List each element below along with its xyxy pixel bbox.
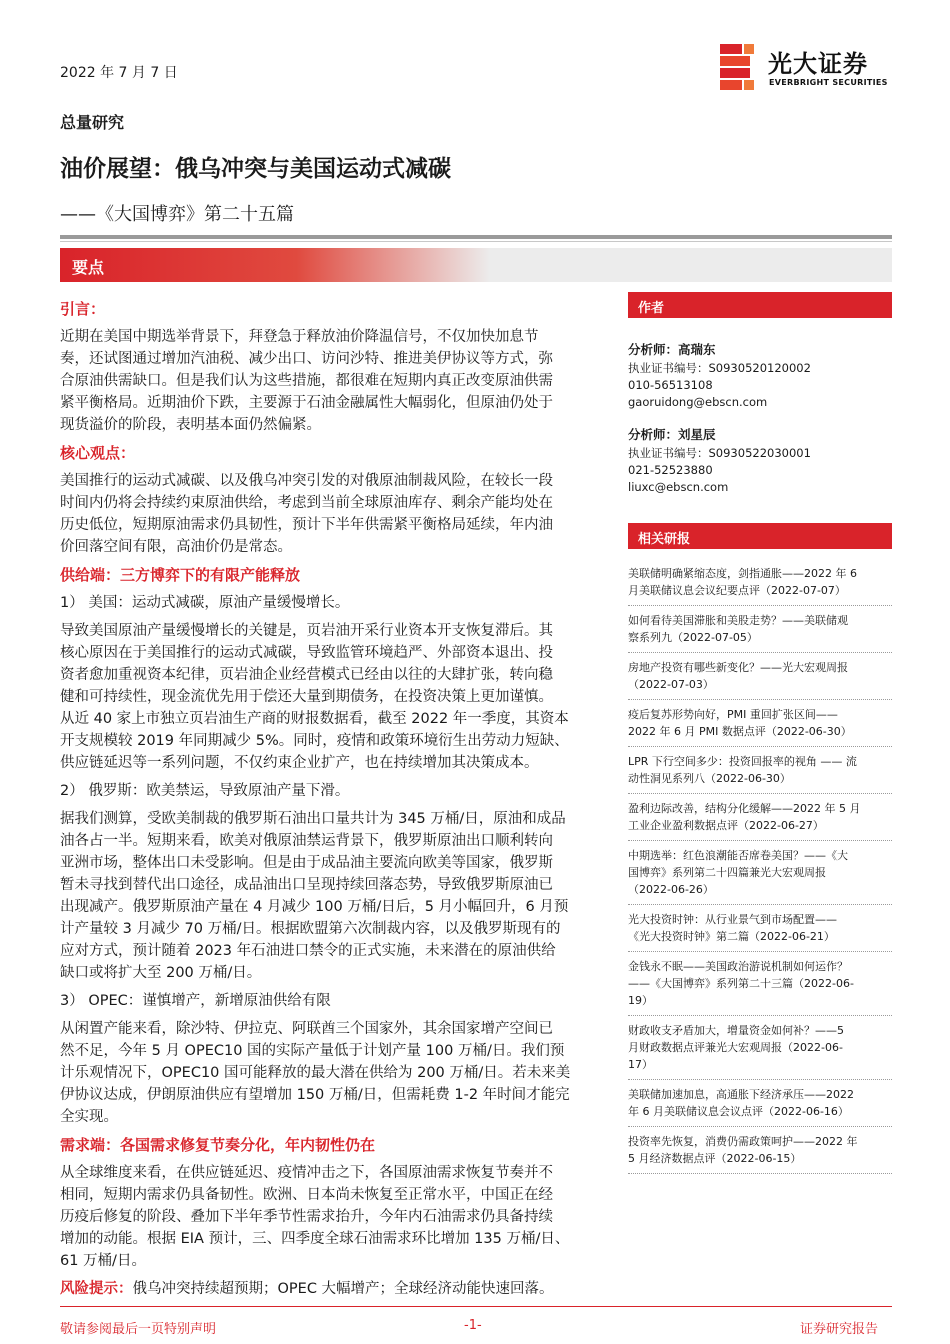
related-report-line: 《光大投资时钟》第二篇（2022-06-21）: [628, 930, 835, 943]
brand-name-cn: 光大证券: [768, 50, 868, 78]
paragraph-line: 亚洲市场，整体出口未受影响。但是由于成品油主要流向欧美等国家，俄罗斯: [60, 855, 553, 871]
author-name: 分析师：高瑞东: [628, 342, 716, 357]
paragraph-line: 现货溢价的阶段，表明基本面仍然偏紧。: [60, 417, 321, 433]
related-report-line: ——《大国博弈》系列第二十三篇（2022-06-: [628, 977, 854, 990]
paragraph-line: 健和可持续性，现金流优先用于偿还大量到期债务，在投资决策上更加谨慎。: [60, 689, 553, 705]
report-category: 总量研究: [60, 113, 125, 132]
keypoints-tag: [60, 248, 490, 282]
risk-line: [60, 1278, 608, 1300]
risk-text: 俄乌冲突持续超预期；OPEC 大幅增产；全球经济动能快速回落。: [132, 1281, 554, 1297]
related-report-item[interactable]: [628, 952, 892, 1016]
paragraph-line: 开支规模较 2019 年同期减少 5%。同时，疫情和政策环境衍生出劳动力短缺、: [60, 733, 569, 749]
paragraph-line: 暂未寻找到替代出口途径，成品油出口呈现持续回落态势，导致俄罗斯原油已: [60, 877, 553, 893]
related-report-line: 如何看待美国滞胀和美股走势？——美联储观: [628, 614, 848, 627]
related-report-item[interactable]: [628, 700, 892, 747]
related-report-line: 盈利边际改善，结构分化缓解——2022 年 5 月: [628, 802, 861, 815]
paragraph-line: 核心原因在于美国推行的运动式减碳，导致监管环境趋严、外部资本退出、投: [60, 645, 553, 661]
paragraph-line: 增加的动能。根据 EIA 预计，三、四季度全球石油需求环比增加 135 万桶/日、: [60, 1231, 570, 1247]
related-report-line: 月美联储议息会议纪要点评（2022-07-07）: [628, 584, 846, 597]
related-report-line: 察系列九（2022-07-05）: [628, 631, 758, 644]
header-divider-thin: [60, 241, 892, 242]
paragraph-line: 应对方式，预计随着 2023 年石油进口禁令的正式实施，未来潜在的原油供给: [60, 943, 556, 959]
related-report-line: 工业企业盈利数据点评（2022-06-27）: [628, 819, 824, 832]
related-report-line: 年 6 月美联储议息会议点评（2022-06-16）: [628, 1105, 849, 1118]
author-email[interactable]: gaoruidong@ebscn.com: [628, 395, 768, 409]
paragraph-line: 从全球维度来看，在供应链延迟、疫情冲击之下，各国原油需求恢复节奏并不: [60, 1165, 553, 1181]
us-paragraph: [60, 620, 608, 774]
related-report-item[interactable]: [628, 1080, 892, 1127]
footer-report-type: 证券研究报告: [800, 1322, 879, 1337]
paragraph-line: 从近 40 家上市独立页岩油生产商的财报数据看，截至 2022 年一季度，其资本: [60, 711, 569, 727]
author-card: [628, 340, 892, 411]
report-title: 油价展望：俄乌冲突与美国运动式减碳: [60, 156, 451, 182]
related-report-line: 财政收支矛盾加大，增量资金如何补？——5: [628, 1024, 844, 1037]
footer-disclaimer: 敬请参阅最后一页特别声明: [60, 1322, 217, 1337]
footer-divider: [60, 1306, 892, 1307]
paragraph-line: 油各占一半。短期来看，欧美对俄原油禁运背景下，俄罗斯原油出口顺利转向: [60, 833, 553, 849]
paragraph-line: 时间内仍将会持续约束原油供给，考虑到当前全球原油库存、剩余产能均处在: [60, 495, 553, 511]
related-report-item[interactable]: [628, 559, 892, 606]
demand-paragraph: [60, 1162, 608, 1272]
related-report-item[interactable]: [628, 747, 892, 794]
supply-heading: 供给端：三方博弈下的有限产能释放: [60, 566, 301, 584]
report-subtitle: ——《大国博弈》第二十五篇: [60, 204, 294, 225]
related-report-item[interactable]: [628, 1127, 892, 1174]
related-report-item[interactable]: [628, 653, 892, 700]
author-name: 分析师：刘星辰: [628, 427, 716, 442]
related-report-line: 月财政数据点评兼光大宏观周报（2022-06-: [628, 1041, 843, 1054]
paragraph-line: 然不足，今年 5 月 OPEC10 国的实际产量低于计划产量 100 万桶/日。我们预: [60, 1043, 565, 1059]
keypoints-banner: [60, 248, 892, 282]
paragraph-line: 美国推行的运动式减碳、以及俄乌冲突引发的对俄原油制裁风险，在较长一段: [60, 473, 553, 489]
related-report-line: 光大投资时钟：从行业景气到市场配置——: [628, 913, 837, 926]
related-report-line: 美联储明确紧缩态度，剑指通胀——2022 年 6: [628, 567, 857, 580]
author-cert: 执业证书编号：S0930520120002: [628, 361, 811, 375]
paragraph-line: 历疫后修复的阶段、叠加下半年季节性需求抬升，今年内石油需求仍具备持续: [60, 1209, 553, 1225]
paragraph-line: 导致美国原油产量缓慢增长的关键是，页岩油开采行业资本开支恢复滞后。其: [60, 623, 553, 639]
author-card: [628, 425, 892, 496]
related-report-line: 房地产投资有哪些新变化？——光大宏观周报: [628, 661, 848, 674]
related-report-line: 金钱永不眠——美国政治游说机制如何运作？: [628, 960, 848, 973]
author-section-header: 作者: [628, 292, 892, 318]
related-report-line: （2022-06-26）: [628, 883, 714, 896]
related-report-item[interactable]: [628, 606, 892, 653]
author-phone: 021-52523880: [628, 463, 713, 477]
header-divider: [60, 235, 892, 239]
brand-logo: [720, 40, 895, 92]
paragraph-line: 价回落空间有限，高油价仍是常态。: [60, 539, 292, 555]
related-report-line: 19）: [628, 994, 653, 1007]
author-cert: 执业证书编号：S0930522030001: [628, 446, 811, 460]
paragraph-line: 近期在美国中期选举背景下，拜登急于释放油价降温信号，不仅加快加息节: [60, 329, 539, 345]
paragraph-line: 据我们测算，受欧美制裁的俄罗斯石油出口量共计为 345 万桶/日，原油和成品: [60, 811, 566, 827]
related-report-line: 疫后复苏形势向好，PMI 重回扩张区间——: [628, 708, 838, 721]
russia-subheading: 2） 俄罗斯：欧美禁运，导致原油产量下滑。: [60, 783, 350, 799]
related-report-line: 17）: [628, 1058, 653, 1071]
related-report-line: 美联储加速加息，高通胀下经济承压——2022: [628, 1088, 854, 1101]
related-report-item[interactable]: [628, 905, 892, 952]
author-email[interactable]: liuxc@ebscn.com: [628, 480, 729, 494]
footer-page-number: -1-: [464, 1318, 482, 1333]
demand-heading: 需求端：各国需求修复节奏分化，年内韧性仍在: [60, 1136, 376, 1154]
russia-paragraph: [60, 808, 608, 984]
related-report-item[interactable]: [628, 1016, 892, 1080]
paragraph-line: 紧平衡格局。近期油价下跌，主要源于石油金融属性大幅弱化，但原油仍处于: [60, 395, 553, 411]
related-report-line: （2022-07-03）: [628, 678, 714, 691]
paragraph-line: 合原油供需缺口。但是我们认为这些措施，都很难在短期内真正改变原油供需: [60, 373, 553, 389]
related-report-item[interactable]: [628, 841, 892, 905]
related-report-line: 5 月经济数据点评（2022-06-15）: [628, 1152, 802, 1165]
paragraph-line: 从闲置产能来看，除沙特、伊拉克、阿联酋三个国家外，其余国家增产空间已: [60, 1021, 553, 1037]
opec-paragraph: [60, 1018, 608, 1128]
paragraph-line: 奏，还试图通过增加汽油税、减少出口、访问沙特、推进美伊协议等方式，弥: [60, 351, 553, 367]
paragraph-line: 相同，短期内需求仍具备韧性。欧洲、日本尚未恢复至正常水平，中国正在经: [60, 1187, 553, 1203]
paragraph-line: 全实现。: [60, 1109, 118, 1125]
related-report-line: 动性洞见系列八（2022-06-30）: [628, 772, 791, 785]
related-report-item[interactable]: [628, 794, 892, 841]
keypoints-label: 要点: [72, 258, 105, 277]
related-reports-list: [628, 559, 892, 1174]
author-panel: [628, 292, 892, 496]
core-paragraph: [60, 470, 608, 558]
core-heading: 核心观点：: [60, 444, 136, 462]
paragraph-line: 供应链延迟等一系列问题，不仅约束企业扩产，也在持续增加其决策成本。: [60, 755, 539, 771]
author-phone: 010-56513108: [628, 378, 713, 392]
paragraph-line: 伊协议达成，伊朗原油供应有望增加 150 万桶/日，但需耗费 1-2 年时间才能完: [60, 1087, 570, 1103]
brand-name-en: EVERBRIGHT SECURITIES: [769, 78, 888, 87]
related-report-line: 中期选举：红色浪潮能否席卷美国？——《大: [628, 849, 848, 862]
risk-heading: 风险提示：: [60, 1281, 133, 1297]
paragraph-line: 缺口或将扩大至 200 万桶/日。: [60, 965, 262, 981]
paragraph-line: 资者愈加重视资本纪律，页岩油企业经营模式已经由以往的大肆扩张，转向稳: [60, 667, 553, 683]
related-reports-panel: [628, 523, 892, 1174]
paragraph-line: 历史低位，短期原油需求仍具韧性，预计下半年供需紧平衡格局延续，年内油: [60, 517, 553, 533]
paragraph-line: 计产量较 3 月减少 70 万桶/日。根据欧盟第六次制裁内容，以及俄罗斯现有的: [60, 921, 561, 937]
intro-paragraph: [60, 326, 608, 436]
paragraph-line: 出现减产。俄罗斯原油产量在 4 月减少 100 万桶/日后，5 月小幅回升，6 月预: [60, 899, 569, 915]
everbright-logo-icon: [720, 44, 760, 90]
related-report-line: 国博弈》系列第二十四篇兼光大宏观周报: [628, 866, 826, 879]
related-report-line: 2022 年 6 月 PMI 数据点评（2022-06-30）: [628, 725, 852, 738]
related-report-line: 投资率先恢复，消费仍需政策呵护——2022 年: [628, 1135, 858, 1148]
opec-subheading: 3） OPEC：谨慎增产，新增原油供给有限: [60, 993, 331, 1009]
related-section-header: 相关研报: [628, 523, 892, 549]
paragraph-line: 计乐观情况下，OPEC10 国可能释放的最大潜在供给为 200 万桶/日。若未来美: [60, 1065, 571, 1081]
main-content: [60, 298, 608, 1300]
us-subheading: 1） 美国：运动式减碳，原油产量缓慢增长。: [60, 595, 350, 611]
paragraph-line: 61 万桶/日。: [60, 1253, 146, 1269]
related-report-line: LPR 下行空间多少：投资回报率的视角 —— 流: [628, 755, 857, 768]
report-date: 2022 年 7 月 7 日: [60, 65, 178, 81]
intro-heading: 引言：: [60, 300, 106, 318]
